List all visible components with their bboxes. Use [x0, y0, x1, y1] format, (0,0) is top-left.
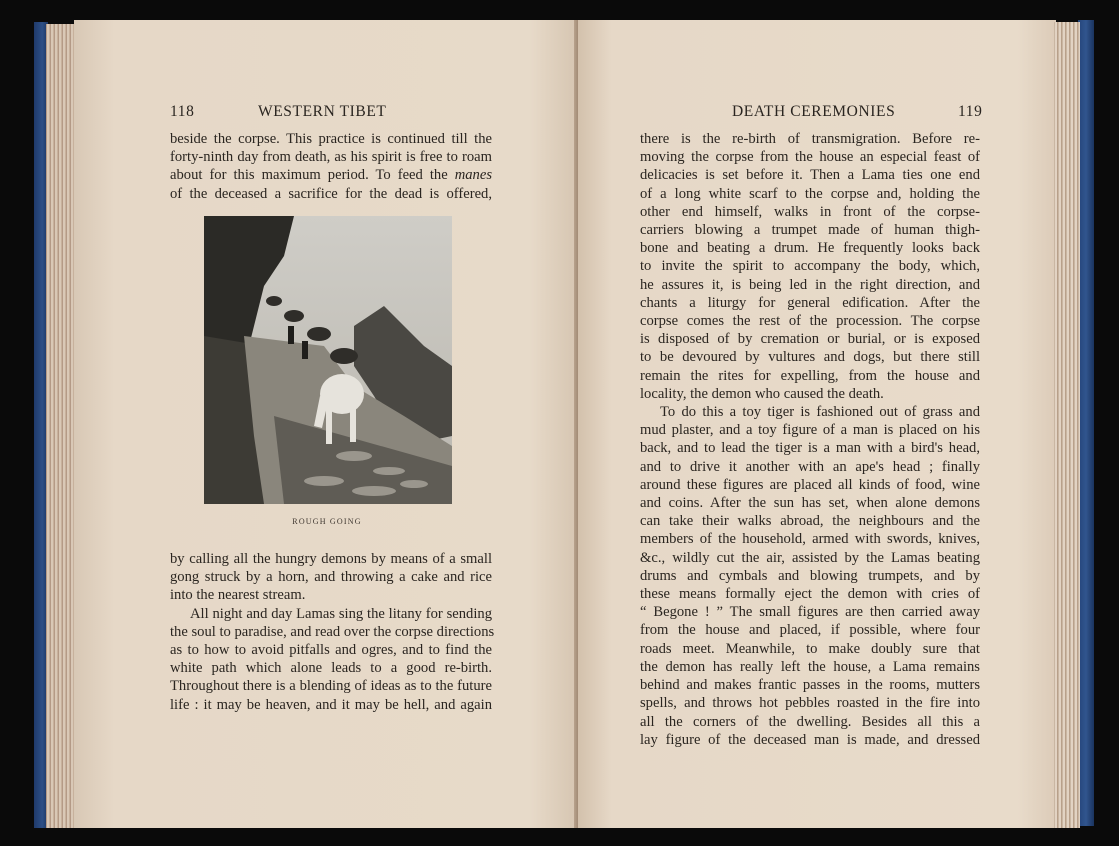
- text-line: drums and cymbals and blowing trumpets, and by: [640, 567, 980, 584]
- text-line: lay figure of the deceased man is made, and dressed: [640, 731, 980, 748]
- text-line: members of the household, armed with swords, knives,: [640, 531, 980, 548]
- text-line: “ Begone ! ” The small figures are then carried away: [640, 604, 980, 621]
- text-line: [170, 166, 492, 184]
- text-line: All night and day Lamas sing the litany for sending: [190, 605, 492, 622]
- text-line: delicacies is set before it. Then a Lama ties one end: [640, 167, 980, 184]
- right-page: [578, 20, 1056, 828]
- book-cover-right-edge: [1078, 20, 1094, 826]
- left-page: [74, 20, 580, 828]
- text-line: these means formally eject the demon with cries of: [640, 586, 980, 603]
- text-line: spells, and throws hot pebbles roasted in the fire into: [640, 695, 980, 712]
- text-line: the soul to paradise, and read over the corpse directions: [170, 623, 495, 640]
- left-page-number: 118: [170, 103, 195, 120]
- text-line: of a long white scarf to the corpse and, holding the: [640, 185, 980, 202]
- text-line: around these figures are placed all kinds of food, wine: [640, 476, 980, 493]
- text-line: carriers blowing a trumpet made of human thigh-: [640, 222, 980, 239]
- text-line: of the deceased a sacrifice for the dead is offered,: [170, 185, 492, 202]
- text-line: back, and to lead the tiger is a man with a bird's head,: [640, 440, 980, 457]
- text-line: life : it may be heaven, and it may be hell, and again: [170, 696, 492, 713]
- text-line: all the corners of the dwelling. Besides all this a: [640, 713, 980, 730]
- text-line: roads meet. Meanwhile, to make doubly sure that: [640, 640, 980, 657]
- page-block-left-edge: [46, 24, 76, 828]
- right-page-number: 119: [958, 103, 983, 120]
- text-line: and coins. After the sun has set, when alone demons: [640, 495, 980, 512]
- text-line: into the nearest stream.: [170, 587, 306, 604]
- text-line: to invite the spirit to accompany the body, which,: [640, 258, 980, 275]
- text-line: other end himself, walks in front of the corpse-: [640, 203, 980, 220]
- left-running-title: WESTERN TIBET: [258, 103, 387, 120]
- text-line: behind and makes frantic passes in the rooms, mutters: [640, 677, 980, 694]
- text-line: Throughout there is a blending of ideas as to the future: [170, 678, 492, 695]
- text-line: there is the re-birth of transmigration. Before re-: [640, 131, 980, 147]
- text-line: white path which alone leads to a good re-birth.: [170, 660, 492, 677]
- photo-caption: ROUGH GOING: [292, 517, 362, 526]
- text-line: is disposed of by cremation or burial, or is exposed: [640, 331, 980, 348]
- text-line: To do this a toy tiger is fashioned out of grass and: [660, 404, 980, 421]
- text-line: mud plaster, and a toy figure of a man is placed on his: [640, 422, 980, 439]
- right-paragraphs: [640, 130, 980, 749]
- text-line: as to how to avoid pitfalls and ogres, and to find the: [170, 642, 492, 659]
- text-line: chants a liturgy for general edification. After the: [640, 294, 980, 311]
- text-line: forty-ninth day from death, as his spirit is free to roam: [170, 149, 492, 166]
- left-bottom-paragraphs: [170, 550, 495, 714]
- text-line: remain the rites for expelling, from the house and: [640, 367, 980, 384]
- text-line: beside the corpse. This practice is continued till the: [170, 131, 492, 147]
- text-line: the demon has really left the house, a Lama remains: [640, 658, 980, 675]
- text-line: gong struck by a horn, and throwing a cake and rice: [170, 569, 492, 586]
- text-line: locality, the demon who caused the death.: [640, 385, 884, 402]
- left-top-paragraph: [170, 130, 492, 203]
- text-line: can take their walks abroad, the neighbours and the: [640, 513, 980, 530]
- text-line: &c., wildly cut the air, assisted by the Lamas beating: [640, 549, 980, 566]
- italic-word: manes: [454, 167, 492, 184]
- page-block-right-edge: [1054, 22, 1080, 828]
- right-running-title: DEATH CEREMONIES: [732, 103, 896, 120]
- text-fragment: about for this maximum period. To feed the: [170, 167, 448, 184]
- text-line: to be devoured by vultures and dogs, but there still: [640, 349, 980, 366]
- text-line: from the house and placed, if possible, where four: [640, 622, 980, 639]
- text-line: he assures it, is being led in the right direction, and: [640, 276, 980, 293]
- text-line: by calling all the hungry demons by means of a small: [170, 551, 492, 567]
- text-line: bone and beating a drum. He frequently looks back: [640, 240, 980, 257]
- photo-rough-going: [204, 216, 452, 504]
- text-line: and to drive it another with an ape's head ; finally: [640, 458, 980, 475]
- text-line: corpse comes the rest of the procession. The corpse: [640, 313, 980, 330]
- text-line: moving the corpse from the house an especial feast of: [640, 149, 980, 166]
